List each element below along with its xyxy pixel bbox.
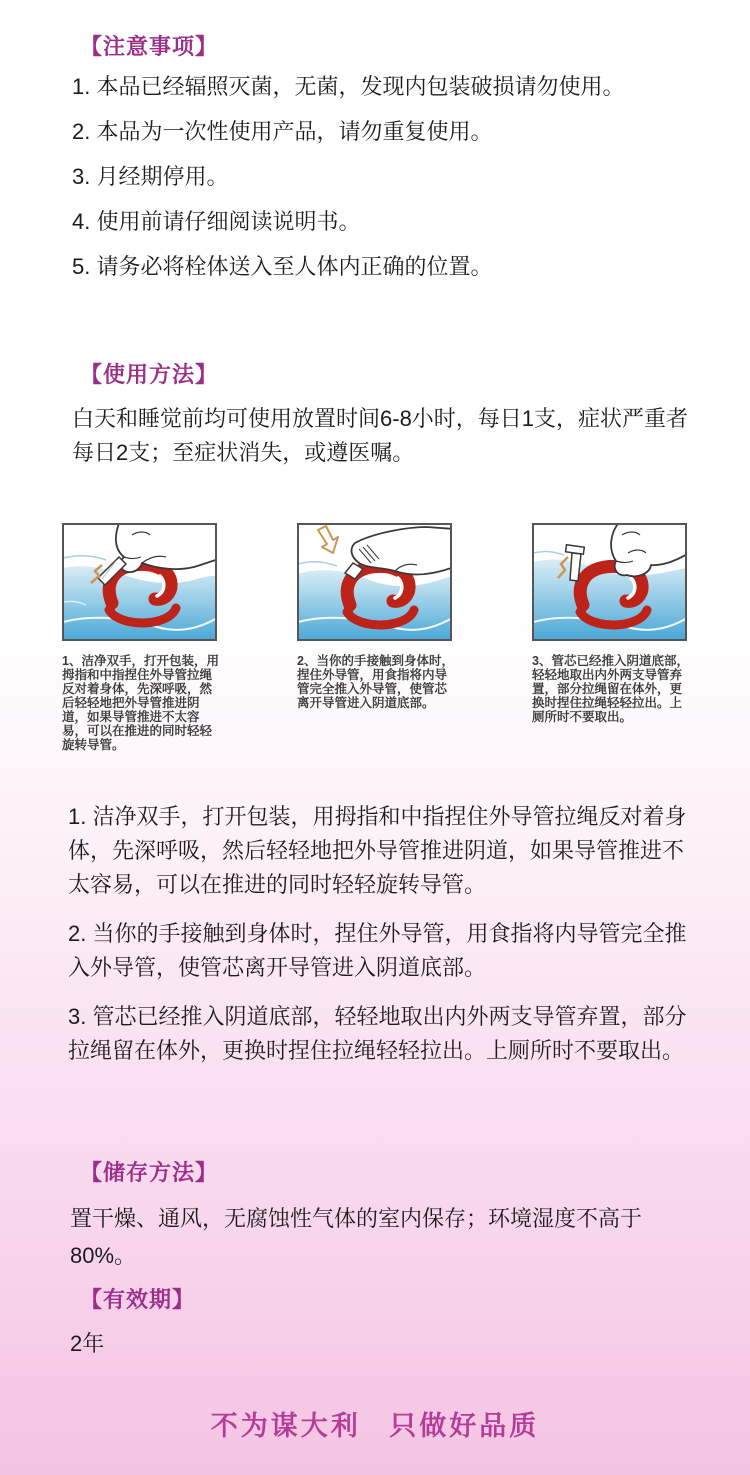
validity-text: 2年 — [70, 1331, 105, 1356]
validity-title: 【有效期】 — [80, 1287, 196, 1312]
usage-step-text: 3. 管芯已经推入阴道底部，轻轻地取出内外两支导管弃置，部分拉绳留在体外，更换时捏住拉绳轻轻拉出。上厕所时不要取出。 — [68, 1004, 687, 1063]
hand-graphic — [116, 523, 217, 572]
usage-steps — [68, 800, 690, 1083]
precaution-item: 1. 本品已经辐照灭菌，无菌，发现内包装破损请勿使用。 — [72, 74, 625, 99]
figure-caption: 3、管芯已经推入阴道底部，轻轻地取出内外两支导管弃置，部分拉绳留在体外，更换时捏住拉绳轻轻拉出。上厕所时不要取出。 — [532, 654, 689, 724]
precautions-list — [72, 73, 697, 298]
insertion-diagram-2 — [297, 523, 452, 641]
insertion-diagram-3 — [532, 523, 687, 641]
usage-step-2-figure — [297, 523, 455, 752]
usage-step-text: 1. 洁净双手，打开包装，用拇指和中指捏住外导管拉绳反对着身体，先深呼吸，然后轻轻地把外导管推进阴道，如果导管推进不太容易，可以在推进的同时轻轻旋转导管。 — [68, 804, 687, 897]
precaution-item: 3. 月经期停用。 — [72, 164, 229, 189]
usage-figures — [62, 523, 690, 752]
usage-step-3-figure — [532, 523, 690, 752]
figure-caption: 1、洁净双手，打开包装，用拇指和中指捏住外导管拉绳反对着身体，先深呼吸，然后轻轻地把外导管推进阴道，如果导管推进不太容易，可以在推进的同时轻轻旋转导管。 — [62, 654, 219, 752]
precaution-item: 2. 本品为一次性使用产品，请勿重复使用。 — [72, 119, 493, 144]
storage-title: 【储存方法】 — [80, 1160, 219, 1185]
usage-intro: 白天和睡觉前均可使用放置时间6-8小时，每日1支，症状严重者每日2支；至症状消失，或遵医嘱。 — [72, 406, 689, 465]
precaution-item: 5. 请务必将栓体送入至人体内正确的位置。 — [72, 254, 493, 279]
figure-caption: 2、当你的手接触到身体时，捏住外导管，用食指将内导管完全推入外导管，使管芯离开导管进入阴道底部。 — [297, 654, 454, 710]
usage-step-1-figure — [62, 523, 220, 752]
usage-title: 【使用方法】 — [80, 362, 219, 387]
precautions-title: 【注意事项】 — [80, 34, 219, 59]
precaution-item: 4. 使用前请仔细阅读说明书。 — [72, 209, 361, 234]
insertion-diagram-1 — [62, 523, 217, 641]
brand-slogan: 不为谋大利 只做好品质 — [210, 1411, 540, 1441]
usage-step-text: 2. 当你的手接触到身体时，捏住外导管，用食指将内导管完全推入外导管，使管芯离开导管进入阴道底部。 — [68, 921, 687, 980]
storage-text: 置干燥、通风，无腐蚀性气体的室内保存；环境湿度不高于80%。 — [70, 1206, 643, 1268]
